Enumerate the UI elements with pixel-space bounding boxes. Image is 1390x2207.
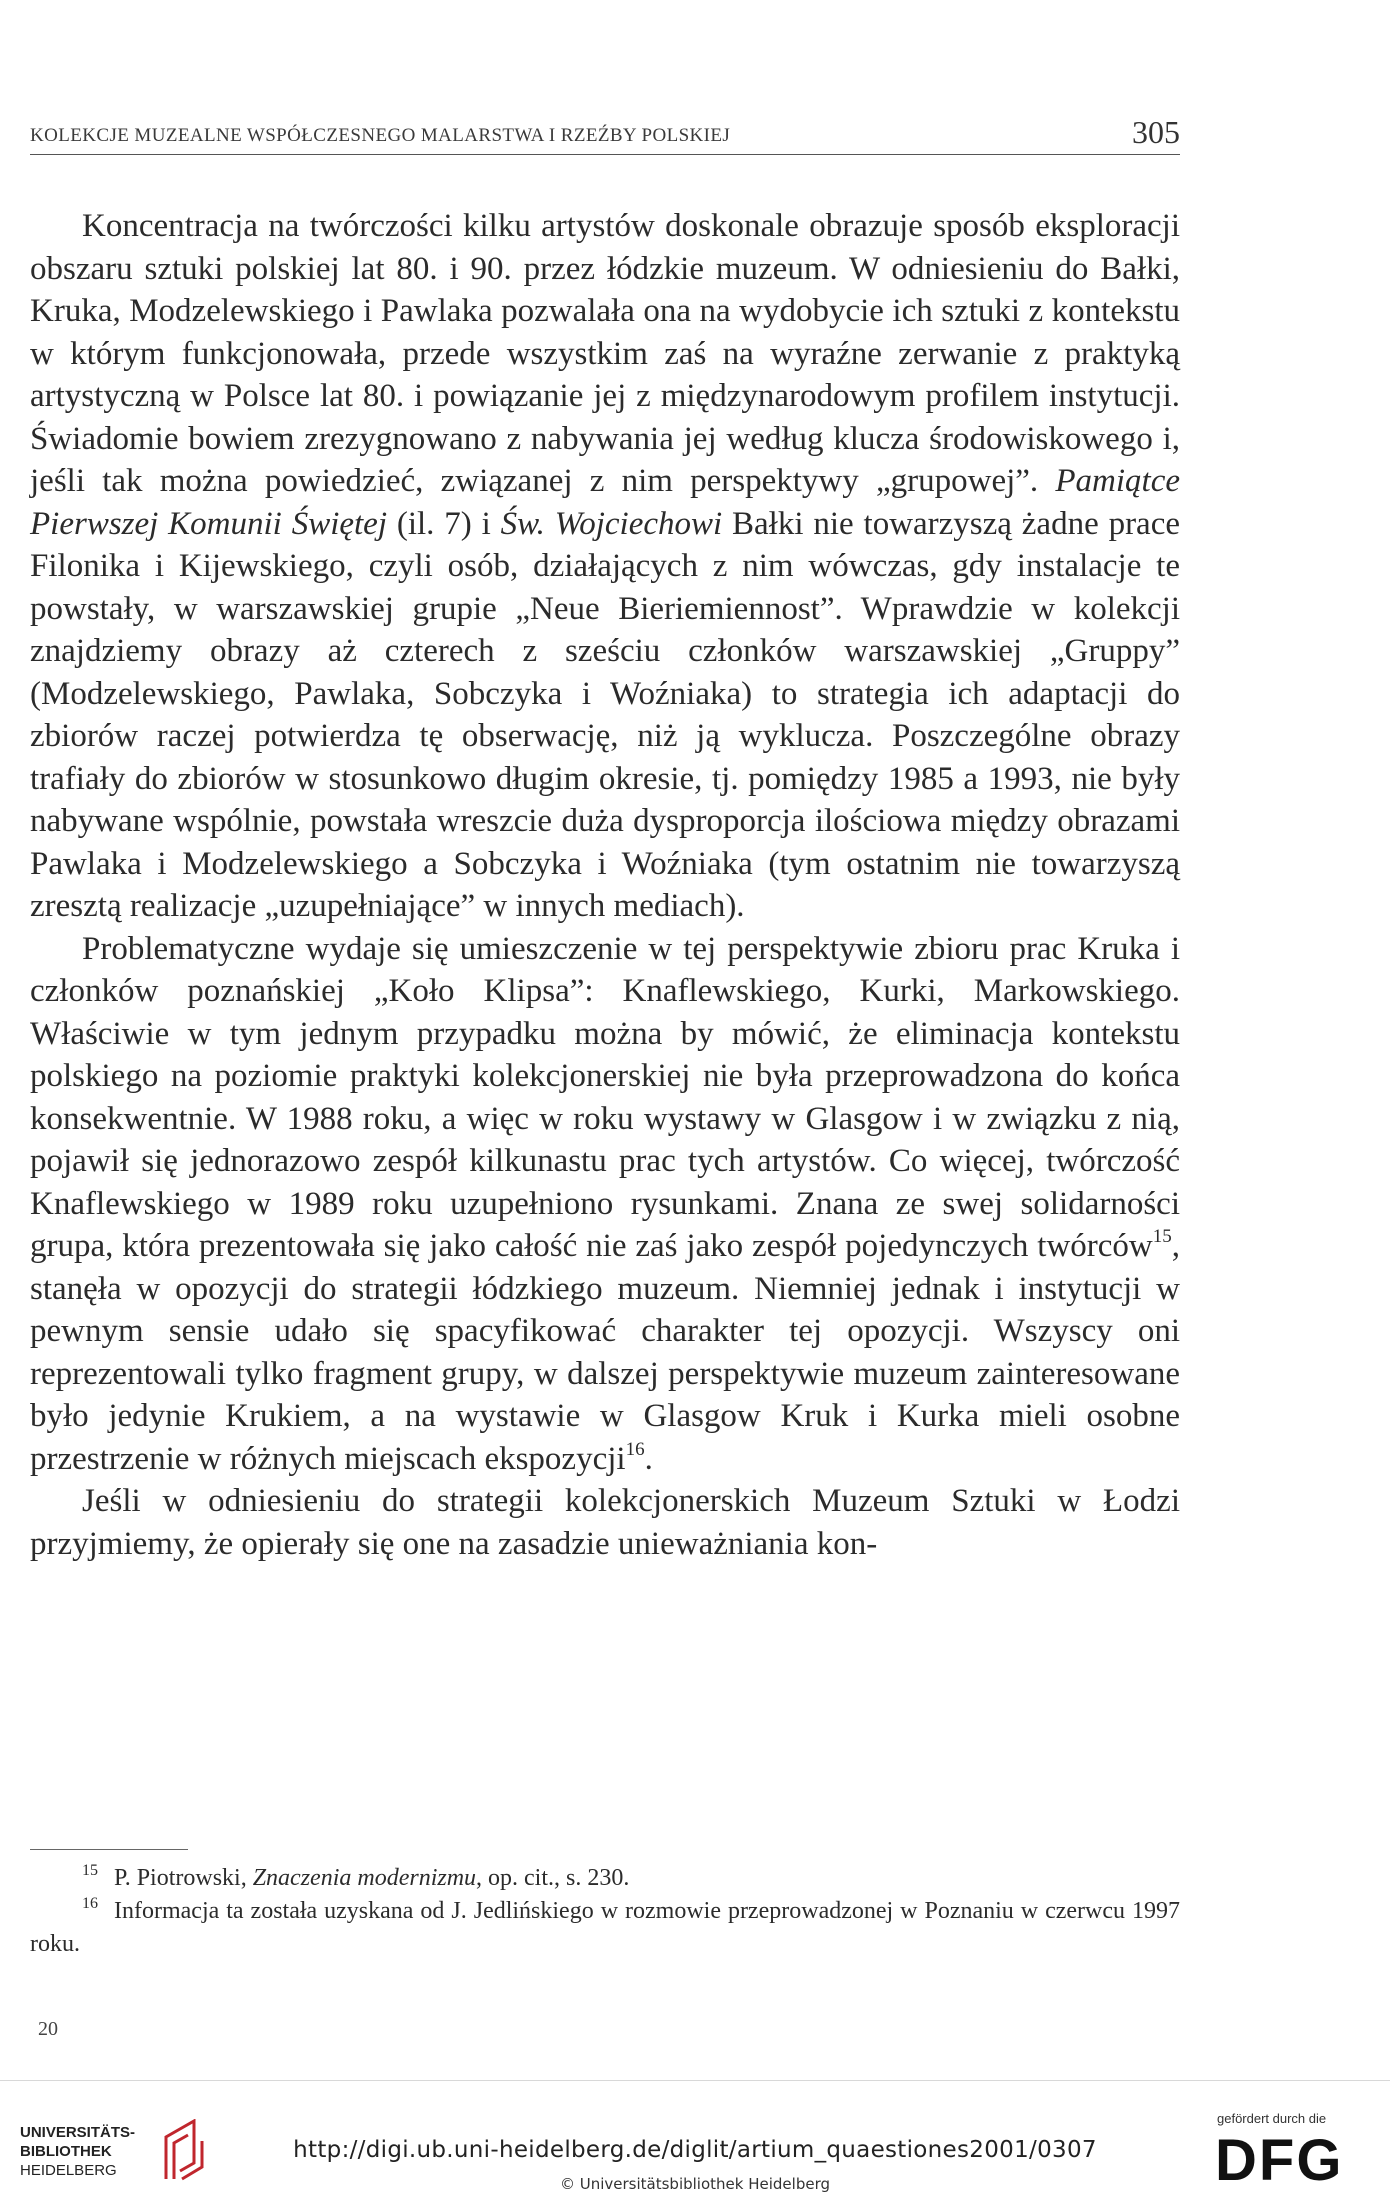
footnote-number: 15 — [82, 1862, 98, 1879]
university-library-logo[interactable] — [20, 2119, 210, 2183]
footnotes — [30, 1862, 1180, 1961]
copyright-notice: © Universitätsbibliothek Heidelberg — [559, 2175, 830, 2193]
paragraph — [30, 205, 1180, 928]
paragraph-text: . — [644, 1440, 653, 1477]
footnote-text: , op. cit., s. 230. — [476, 1865, 630, 1891]
library-name-line: HEIDELBERG — [20, 2162, 117, 2179]
page-number: 305 — [1132, 114, 1180, 150]
footnote-text: P. Piotrowski, — [114, 1865, 253, 1891]
artwork-title: Pamiątce Pierwszej Komunii Świętej — [30, 463, 1180, 542]
footnote-ref[interactable]: 16 — [625, 1438, 645, 1460]
dfg-wordmark: DFG — [1215, 2128, 1344, 2193]
digitization-footer — [0, 2080, 1390, 2207]
dfg-logo[interactable] — [1215, 2111, 1380, 2191]
body-text — [30, 205, 1180, 1565]
paragraph — [30, 1480, 1180, 1565]
library-emblem-icon — [158, 2119, 208, 2183]
footnote-number: 16 — [82, 1895, 98, 1912]
paragraph-text: , stanęła w opozycji do strategii łódzkiego muzeum. Niemniej jednak i instytucji w pewnym sensie udało się spacyfikować charakter tej opozycji. Wszyscy oni reprezentowali tylko fragment grupy, w dalszej perspektywie muzeum zainteresowane było jedynie Krukiem, a na wystawie w Glasgow Kruk i Kurka mieli osobne przestrzenie w różnych miejscach ekspozycji — [30, 1228, 1180, 1477]
footnote-divider — [30, 1849, 188, 1850]
paragraph-text: Koncentracja na twórczości kilku artystów doskonale obrazuje sposób eksploracji obszaru sztuki polskiej lat 80. i 90. przez łódzkie muzeum. W odniesieniu do Bałki, Kruka, Modzelewskiego i Pawlaka pozwalała ona na wydobycie ich sztuki z kontekstu w którym funkcjonowała, przede wszystkim zaś na wyraźne zerwanie z praktyką artystyczną w Polsce lat 80. i powiązanie jej z międzynarodowym profilem instytucji. Świadomie bowiem zrezygnowano z nabywania jej według klucza środowiskowego i, jeśli tak można powiedzieć, związanej z nim perspektywy „grupowej”. — [30, 208, 1180, 499]
footnote-text: Informacja ta została uzyskana od J. Jedlińskiego w rozmowie przeprowadzonej w Poznaniu w czerwcu 1997 roku. — [30, 1898, 1180, 1957]
paragraph-text: (il. 7) i — [387, 505, 501, 542]
paragraph-text: Problematyczne wydaje się umieszczenie w tej perspektywie zbioru prac Kruka i członków poznańskiej „Koło Klipsa”: Knaflewskiego, Kurki, Markowskiego. Właściwie w tym jednym przypadku można by mówić, że eliminacja kontekstu polskiego na poziomie praktyki kolekcjonerskiej nie była przeprowadzona do końca konsekwentnie. W 1988 roku, a więc w roku wystawy w Glasgow i w związku z nią, pojawił się jednorazowo zespół kilkunastu prac tych artystów. Co więcej, twórczość Knaflewskiego w 1989 roku uzupełniono rysunkami. Znana ze swej solidarności grupa, która prezentowała się jako całość nie zaś jako zespół pojedynczych twórców — [30, 930, 1180, 1264]
footnote — [30, 1862, 1180, 1895]
footnote — [30, 1895, 1180, 1961]
paragraph-text: Bałki nie towarzyszą żadne prace Filonika i Kijewskiego, czyli osób, działających z nim wówczas, gdy instalacje te powstały, w warszawskiej grupie „Neue Bieriemiennost”. Wprawdzie w kolekcji znajdziemy obrazy aż czterech z sześciu członków warszawskiej „Gruppy” (Modzelewskiego, Pawlaka, Sobczyka i Woźniaka) to strategia ich adaptacji do zbiorów raczej potwierdza tę obserwację, niż ją wyklucza. Poszczególne obrazy trafiały do zbiorów w stosunkowo długim okresie, tj. pomiędzy 1985 a 1993, nie były nabywane wspólnie, powstała wreszcie duża dysproporcja ilościowa między obrazami Pawlaka i Modzelewskiego a Sobczyka i Woźniaka (tym ostatnim nie towarzyszą zresztą realizacje „uzupełniające” w innych mediach). — [30, 505, 1180, 924]
library-name-line: BIBLIOTHEK — [20, 2143, 112, 2160]
footnote-ref[interactable]: 15 — [1152, 1226, 1172, 1247]
library-name-line: UNIVERSITÄTS- — [20, 2124, 136, 2141]
dfg-caption: gefördert durch die — [1217, 2111, 1327, 2126]
permalink-url[interactable]: http://digi.ub.uni-heidelberg.de/diglit/artium_quaestiones2001/0307 — [293, 2137, 1097, 2163]
running-header — [30, 114, 1180, 155]
library-name — [20, 2123, 135, 2180]
paragraph — [30, 928, 1180, 1481]
signature-mark: 20 — [38, 2018, 58, 2040]
footnote-book-title: Znaczenia modernizmu — [252, 1865, 477, 1891]
paragraph-text: Jeśli w odniesieniu do strategii kolekcjonerskich Muzeum Sztuki w Łodzi przyjmiemy, że opierały się one na zasadzie unieważniania kon- — [30, 1483, 1180, 1562]
artwork-title: Św. Wojciechowi — [500, 505, 723, 542]
running-title: KOLEKCJE MUZEALNE WSPÓŁCZESNEGO MALARSTWA I RZEŹBY POLSKIEJ — [30, 125, 731, 146]
